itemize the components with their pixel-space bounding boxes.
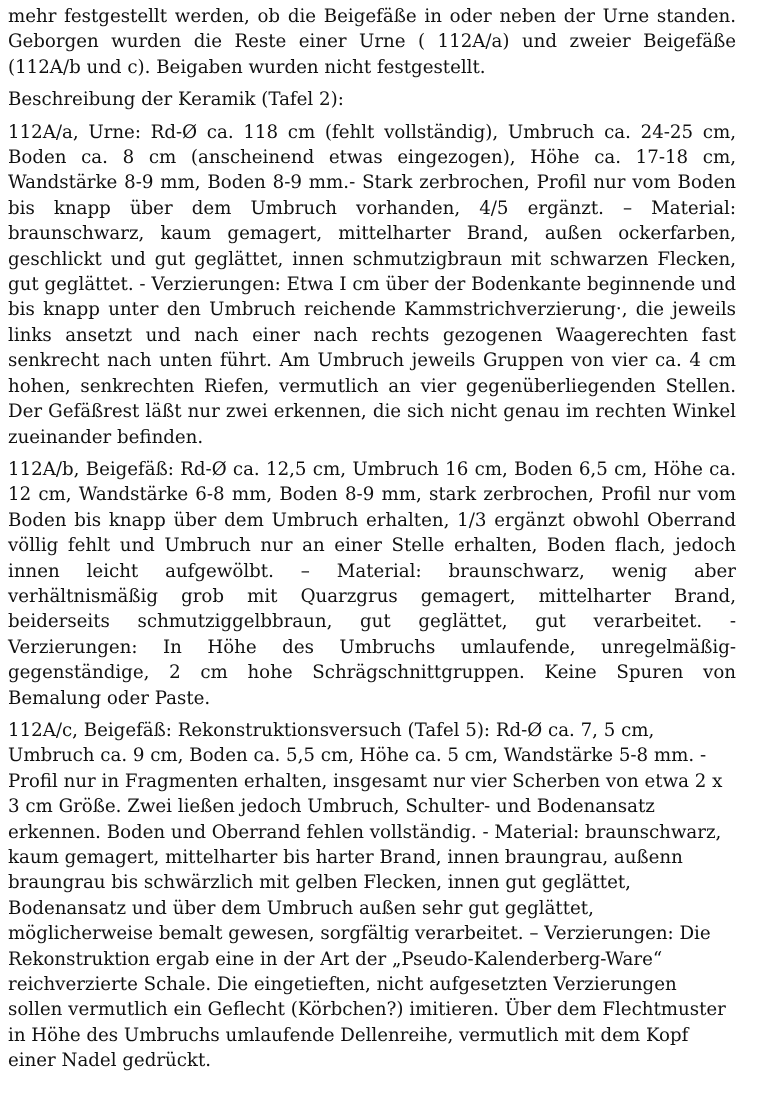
paragraph-urne-context: mehr festgestellt werden, ob die Beigefäße in oder neben der Urne standen. Geborgen wurden die Reste einer Urne ( 112A/a) und zweier Beigefäße (112A/b und c). Beigaben wurden nicht festgestellt.	[8, 6, 736, 78]
paragraph-112a-c: 112A/c, Beigefäß: Rekonstruktionsversuch (Tafel 5): Rd-Ø ca. 7, 5 cm, Umbruch ca. 9 cm, Boden ca. 5,5 cm, Höhe ca. 5 cm, Wandstärke 5-8 mm. - Profil nur in Fragmenten erhalten, insgesamt nur vier Scherben von etwa 2 x 3 cm Größe. Zwei ließen jedoch Umbruch, Schulter- und Bodenansatz erkennen. Boden und Oberrand fehlen vollständig. - Material: braunschwarz, kaum gemagert, mittelharter bis harter Brand, innen braungrau, außenn braungrau bis schwärzlich mit gelben Flecken, innen gut geglättet, Bodenansatz und über dem Umbruch außen sehr gut geglättet, möglicherweise bemalt gewesen, sorgfältig verarbeitet. – Verzierungen: Die Rekonstruktion ergab eine in der Art der „Pseudo-Kalenderberg-Ware“ reichverzierte Schale. Die eingetieften, nicht aufgesetzten Verzierungen sollen vermutlich ein Geflecht (Körbchen?) imitieren. Über dem Flechtmuster in Höhe des Umbruchs umlaufende Dellenreihe, vermutlich mit dem Kopf einer Nadel gedrückt.	[8, 719, 726, 1072]
paragraph-112a-a: 112A/a, Urne: Rd-Ø ca. 118 cm (fehlt vollständig), Umbruch ca. 24-25 cm, Boden ca. 8 cm (anscheinend etwas eingezogen), Höhe ca. 17-18 cm, Wandstärke 8-9 mm, Boden 8-9 mm.- Stark zerbrochen, Profil nur vom Boden bis knapp über dem Umbruch vorhanden, 4/5 ergänzt. – Material: braunschwarz, kaum gemagert, mittelharter Brand, außen ockerfarben, geschlickt und gut geglättet, innen schmutzigbraun mit schwarzen Flecken, gut geglättet. - Verzierungen: Etwa I cm über der Bodenkante beginnende und bis knapp unter den Umbruch reichende Kammstrichverzierung·, die jeweils links ansetzt und nach einer nach rechts gezogenen Waagerechten fast senkrecht nach unten führt. Am Umbruch jeweils Gruppen von vier ca. 4 cm hohen, senkrechten Riefen, vermutlich an vier gegenüberliegenden Stellen. Der Gefäßrest läßt nur zwei erkennen, die sich nicht genau im rechten Winkel zueinander befinden.	[8, 121, 736, 448]
document-page	[8, 4, 736, 1081]
paragraph-keramik-heading: Beschreibung der Keramik (Tafel 2):	[8, 89, 344, 111]
paragraph-112a-b: 112A/b, Beigefäß: Rd-Ø ca. 12,5 cm, Umbruch 16 cm, Boden 6,5 cm, Höhe ca. 12 cm, Wandstärke 6-8 mm, Boden 8-9 mm, stark zerbrochen, Profil nur vom Boden bis knapp über dem Umbruch erhalten, 1/3 ergänzt obwohl Oberrand völlig fehlt und Umbruch nur an einer Stelle erhalten, Boden flach, jedoch innen leicht aufgewölbt. – Material: braunschwarz, wenig aber verhältnismäßig grob mit Quarzgrus gemagert, mittelharter Brand, beiderseits schmutziggelbbraun, gut geglättet, gut verarbeitet. - Verzierungen: In Höhe des Umbruchs umlaufende, unregelmäßig-gegenständige, 2 cm hohe Schrägschnittgruppen. Keine Spuren von Bemalung oder Paste.	[8, 458, 736, 709]
